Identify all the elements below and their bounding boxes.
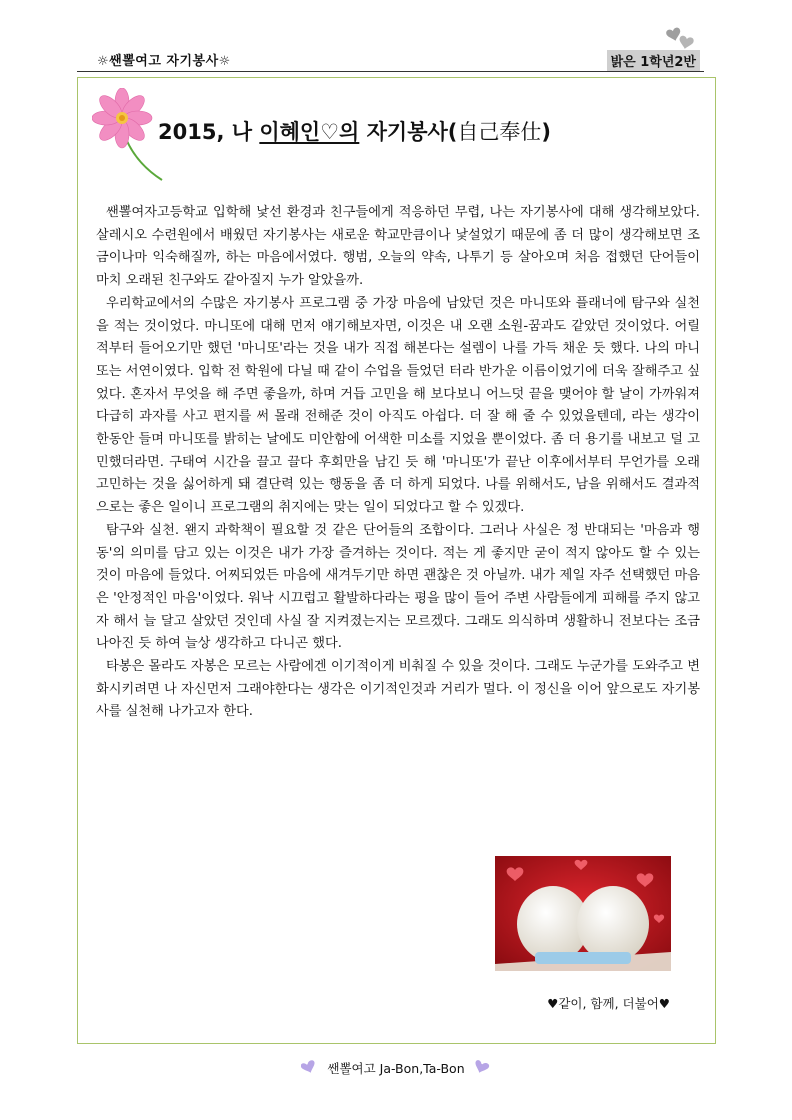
essay-body	[96, 202, 700, 724]
essay-paragraph: 쌘뽈여자고등학교 입학해 낯선 환경과 친구들에게 적응하던 무렵, 나는 자기봉사에 대해 생각해보았다. 살레시오 수련원에서 배웠던 자기봉사는 새로운 학교만큼이나 낯설었기 때문에 좀 더 많이 생각해보면 조금이나마 익숙해질까, 하는 마음에서였다. 행범, 오늘의 약속, 나투기 등 살아오며 처음 접했던 단어들이 마치 오래된 친구와도 같아질지 누가 알았을까.	[96, 205, 700, 289]
cosmos-flower-icon	[92, 88, 166, 184]
page-title	[158, 116, 551, 146]
title-close: )	[541, 120, 551, 144]
title-hanja: 自己奉仕	[457, 120, 542, 144]
photo-caption: ♥같이, 함께, 더불어♥	[547, 996, 670, 1011]
title-name: 이혜인♡의	[259, 120, 360, 144]
heart-icon	[301, 1060, 323, 1076]
title-suffix: 자기봉사(	[359, 120, 458, 144]
essay-paragraph: 탐구와 실천. 왠지 과학책이 필요할 것 같은 단어들의 조합이다. 그러나 사실은 정 반대되는 '마음과 행동'의 의미를 담고 있는 이것은 내가 가장 즐겨하는 것이다. 적는 게 좋지만 굳이 적지 않아도 할 수 있는 것이 마음에 들었다. 어찌되었든 마음에 새겨두기만 하면 괜찮은 것 아닐까. 내가 제일 자주 선택했던 마음은 '안정적인 마음'이었다. 워낙 시끄럽고 활발하다라는 평을 많이 들어 주변 사람들에게 피해를 주지 않고자 해서 늘 달고 살았던 것인데 사실 잘 지켜졌는지는 모르겠다. 그래도 의식하며 생활하니 전보다는 조금 나아진 듯 하여 늘상 생각하고 다니곤 했다.	[96, 522, 700, 652]
header-divider	[77, 71, 704, 72]
heart-icon	[469, 1060, 491, 1076]
couple-illustration	[495, 856, 671, 971]
essay-paragraph: 타봉은 몰라도 자봉은 모르는 사람에겐 이기적이게 비춰질 수 있을 것이다. 그래도 누군가를 도와주고 변화시키려면 나 자신먼저 그래야한다는 생각은 이기적인것과 거리가 멀다. 이 정신을 이어 앞으로도 자기봉사를 실천해 나가고자 한다.	[96, 659, 700, 720]
header-class-label: 밝은 1학년2반	[607, 50, 700, 72]
header-school-label: ☼쌘뽈여고 자기봉사☼	[97, 54, 231, 69]
page-footer	[0, 1059, 792, 1079]
essay-paragraph: 우리학교에서의 수많은 자기봉사 프로그램 중 가장 마음에 남았던 것은 마니또와 플래너에 탐구와 실천을 적는 것이었다. 마니또에 대해 먼저 얘기해보자면, 이것은 내 오랜 소원-꿈과도 같았던 것이었다. 어릴 적부터 들어오기만 했던 '마니또'라는 것을 내가 직접 해본다는 설렘이 나를 가득 채운 듯 했다. 나의 마니또는 서연이였다. 입학 전 학원에 다닐 때 같이 수업을 들었던 터라 반가운 이름이었기에 더욱 잘해주고 싶었다. 혼자서 무엇을 해 주면 좋을까, 하며 거듭 고민을 해 보다보니 어느덧 끝을 맺어야 할 날이 가까워져 다급히 과자를 사고 편지를 써 몰래 전해준 것이 아직도 아쉽다. 더 잘 해 줄 수 있었을텐데, 라는 생각이 한동안 들며 마니또를 밝히는 날에도 미안함에 어색한 미소를 지었을 뿐이었다. 좀 더 용기를 내보고 덜 고민했더라면. 구태여 시간을 끌고 끌다 후회만을 남긴 듯 해 '마니또'가 끝난 이후에서부터 무언가를 오래 고민하는 것을 싫어하게 돼 결단력 있는 행동을 좀 더 하게 되었다. 나를 위해서도, 남을 위해서도 결과적으로는 좋은 일이니 프로그램의 취지에는 맞는 일이 되었다고 할 수 있겠다.	[96, 295, 700, 516]
title-prefix: 2015, 나	[158, 120, 260, 144]
footer-text: 쌘뽈여고 Ja-Bon,Ta-Bon	[327, 1061, 465, 1076]
hearts-decoration-icon	[666, 27, 696, 53]
